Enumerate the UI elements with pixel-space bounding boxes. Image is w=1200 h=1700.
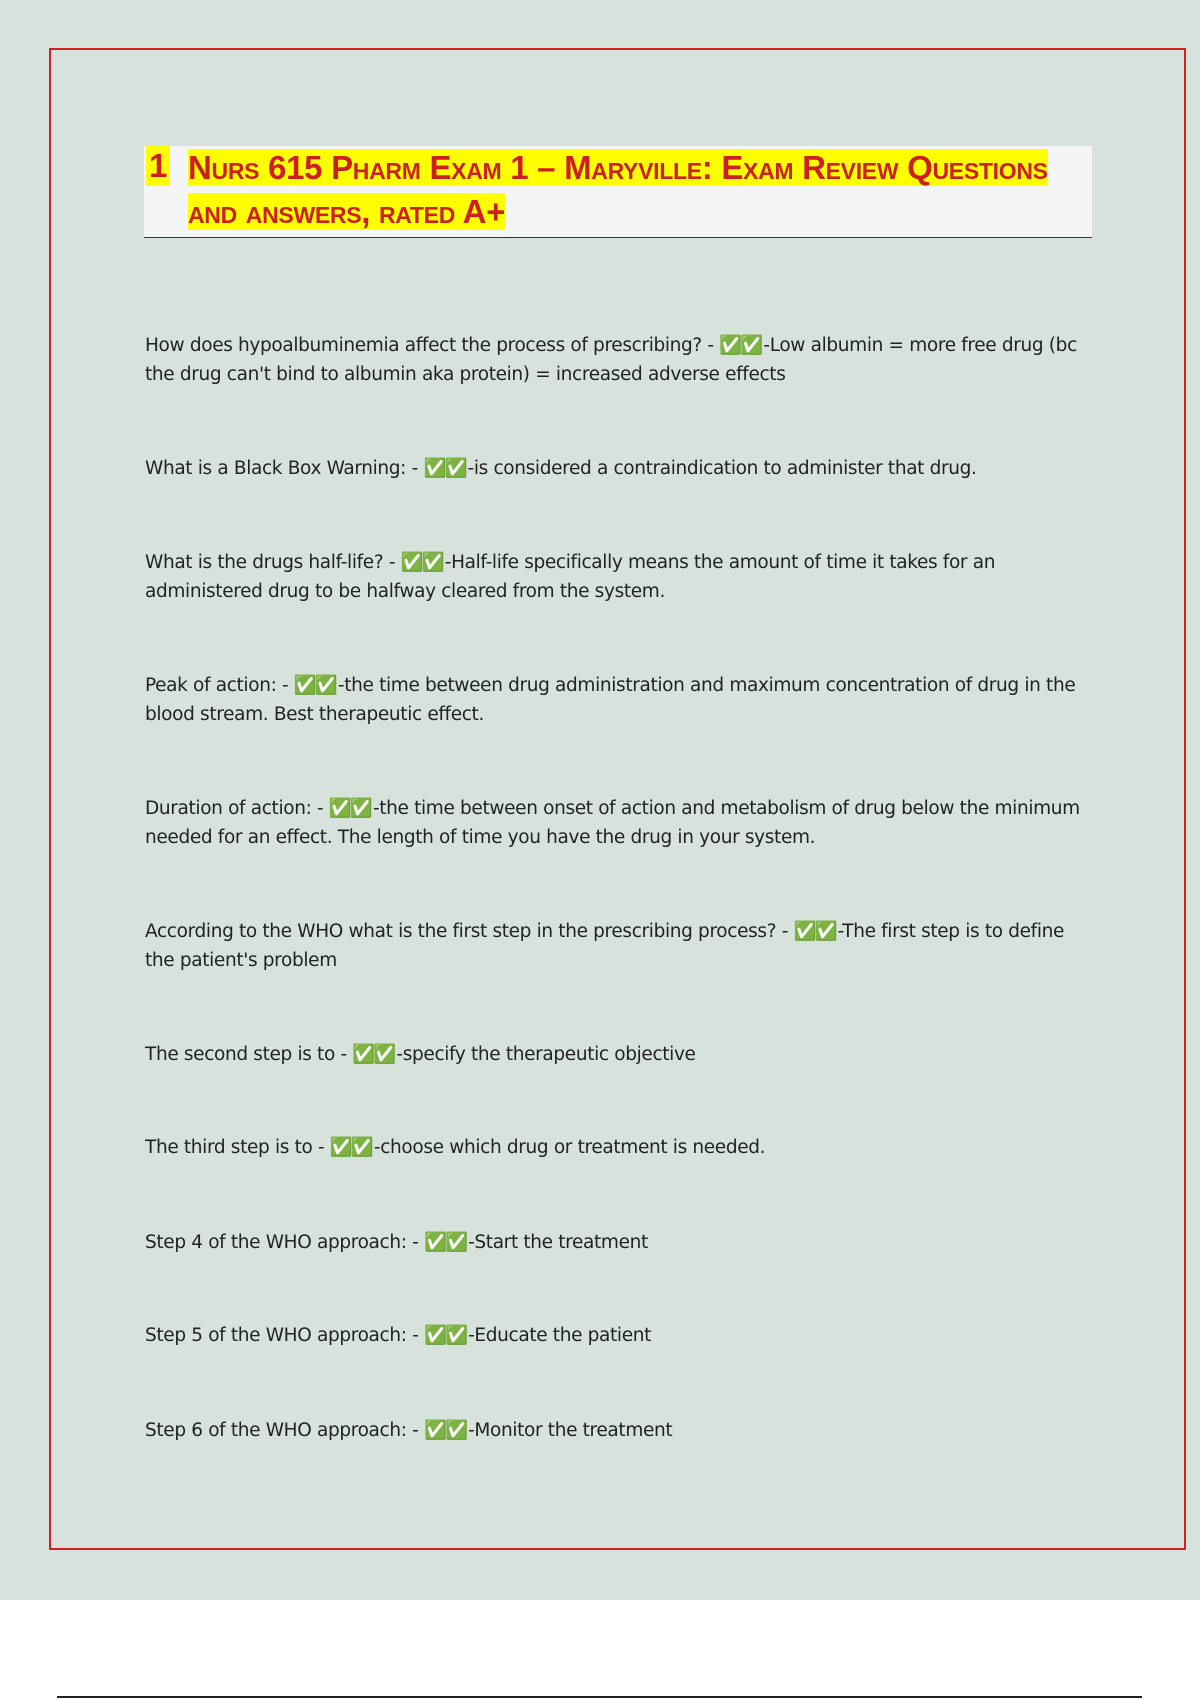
qa-answer: -The first step is to define the patient's problem [145,921,1065,971]
double-check-icon: ✅✅ [293,675,336,696]
double-check-icon: ✅✅ [424,1325,467,1346]
qa-question: What is a Black Box Warning: - [145,458,424,479]
qa-question: The second step is to - [145,1044,353,1065]
qa-item [145,794,1090,852]
qa-item [145,1416,1090,1445]
qa-answer: -Low albumin = more free drug (bc the drug can't bind to albumin aka protein) = increased adverse effects [145,335,1077,385]
heading-block [144,146,1092,238]
qa-question: Step 6 of the WHO approach: - [145,1420,424,1441]
qa-item [145,1133,1090,1162]
double-check-icon: ✅✅ [719,335,762,356]
double-check-icon: ✅✅ [424,1420,467,1441]
qa-item [145,917,1090,975]
qa-answer: -specify the therapeutic objective [396,1044,696,1065]
qa-answer: -choose which drug or treatment is needed. [373,1137,766,1158]
qa-item [145,1321,1090,1350]
qa-answer: -Educate the patient [468,1325,652,1346]
qa-answer: -Start the treatment [468,1232,648,1253]
qa-question: Step 5 of the WHO approach: - [145,1325,424,1346]
qa-question: Peak of action: - [145,675,294,696]
double-check-icon: ✅✅ [423,458,466,479]
qa-question: According to the WHO what is the first step in the prescribing process? - [145,921,794,942]
qa-question: How does hypoalbuminemia affect the process of prescribing? - [145,335,720,356]
double-check-icon: ✅✅ [424,1232,467,1253]
qa-item [145,1040,1090,1069]
qa-item [145,548,1090,606]
qa-answer: -Monitor the treatment [468,1420,673,1441]
qa-item [145,1228,1090,1257]
double-check-icon: ✅✅ [352,1044,395,1065]
qa-item [145,671,1090,729]
qa-question: The third step is to - [145,1137,330,1158]
double-check-icon: ✅✅ [329,1137,372,1158]
qa-answer: -is considered a contraindication to administer that drug. [467,458,977,479]
qa-question: Step 4 of the WHO approach: - [145,1232,424,1253]
double-check-icon: ✅✅ [328,798,371,819]
qa-answer: -the time between onset of action and metabolism of drug below the minimum needed for an effect. The length of time you have the drug in your system. [145,798,1080,848]
footer-rule [57,1696,1142,1698]
double-check-icon: ✅✅ [793,921,836,942]
heading-number: 1 [146,146,170,186]
qa-item [145,331,1090,389]
qa-item [145,454,1090,483]
page-title-text: Nurs 615 Pharm Exam 1 – Maryville: Exam Review Questions and answers, rated A+ [188,149,1048,230]
qa-question: Duration of action: - [145,798,329,819]
qa-answer: -the time between drug administration and maximum concentration of drug in the blood stream. Best therapeutic effect. [145,675,1076,725]
qa-answer: -Half-life specifically means the amount of time it takes for an administered drug to be halfway cleared from the system. [145,552,996,602]
qa-question: What is the drugs half-life? - [145,552,401,573]
page-title [188,146,1048,234]
double-check-icon: ✅✅ [400,552,443,573]
